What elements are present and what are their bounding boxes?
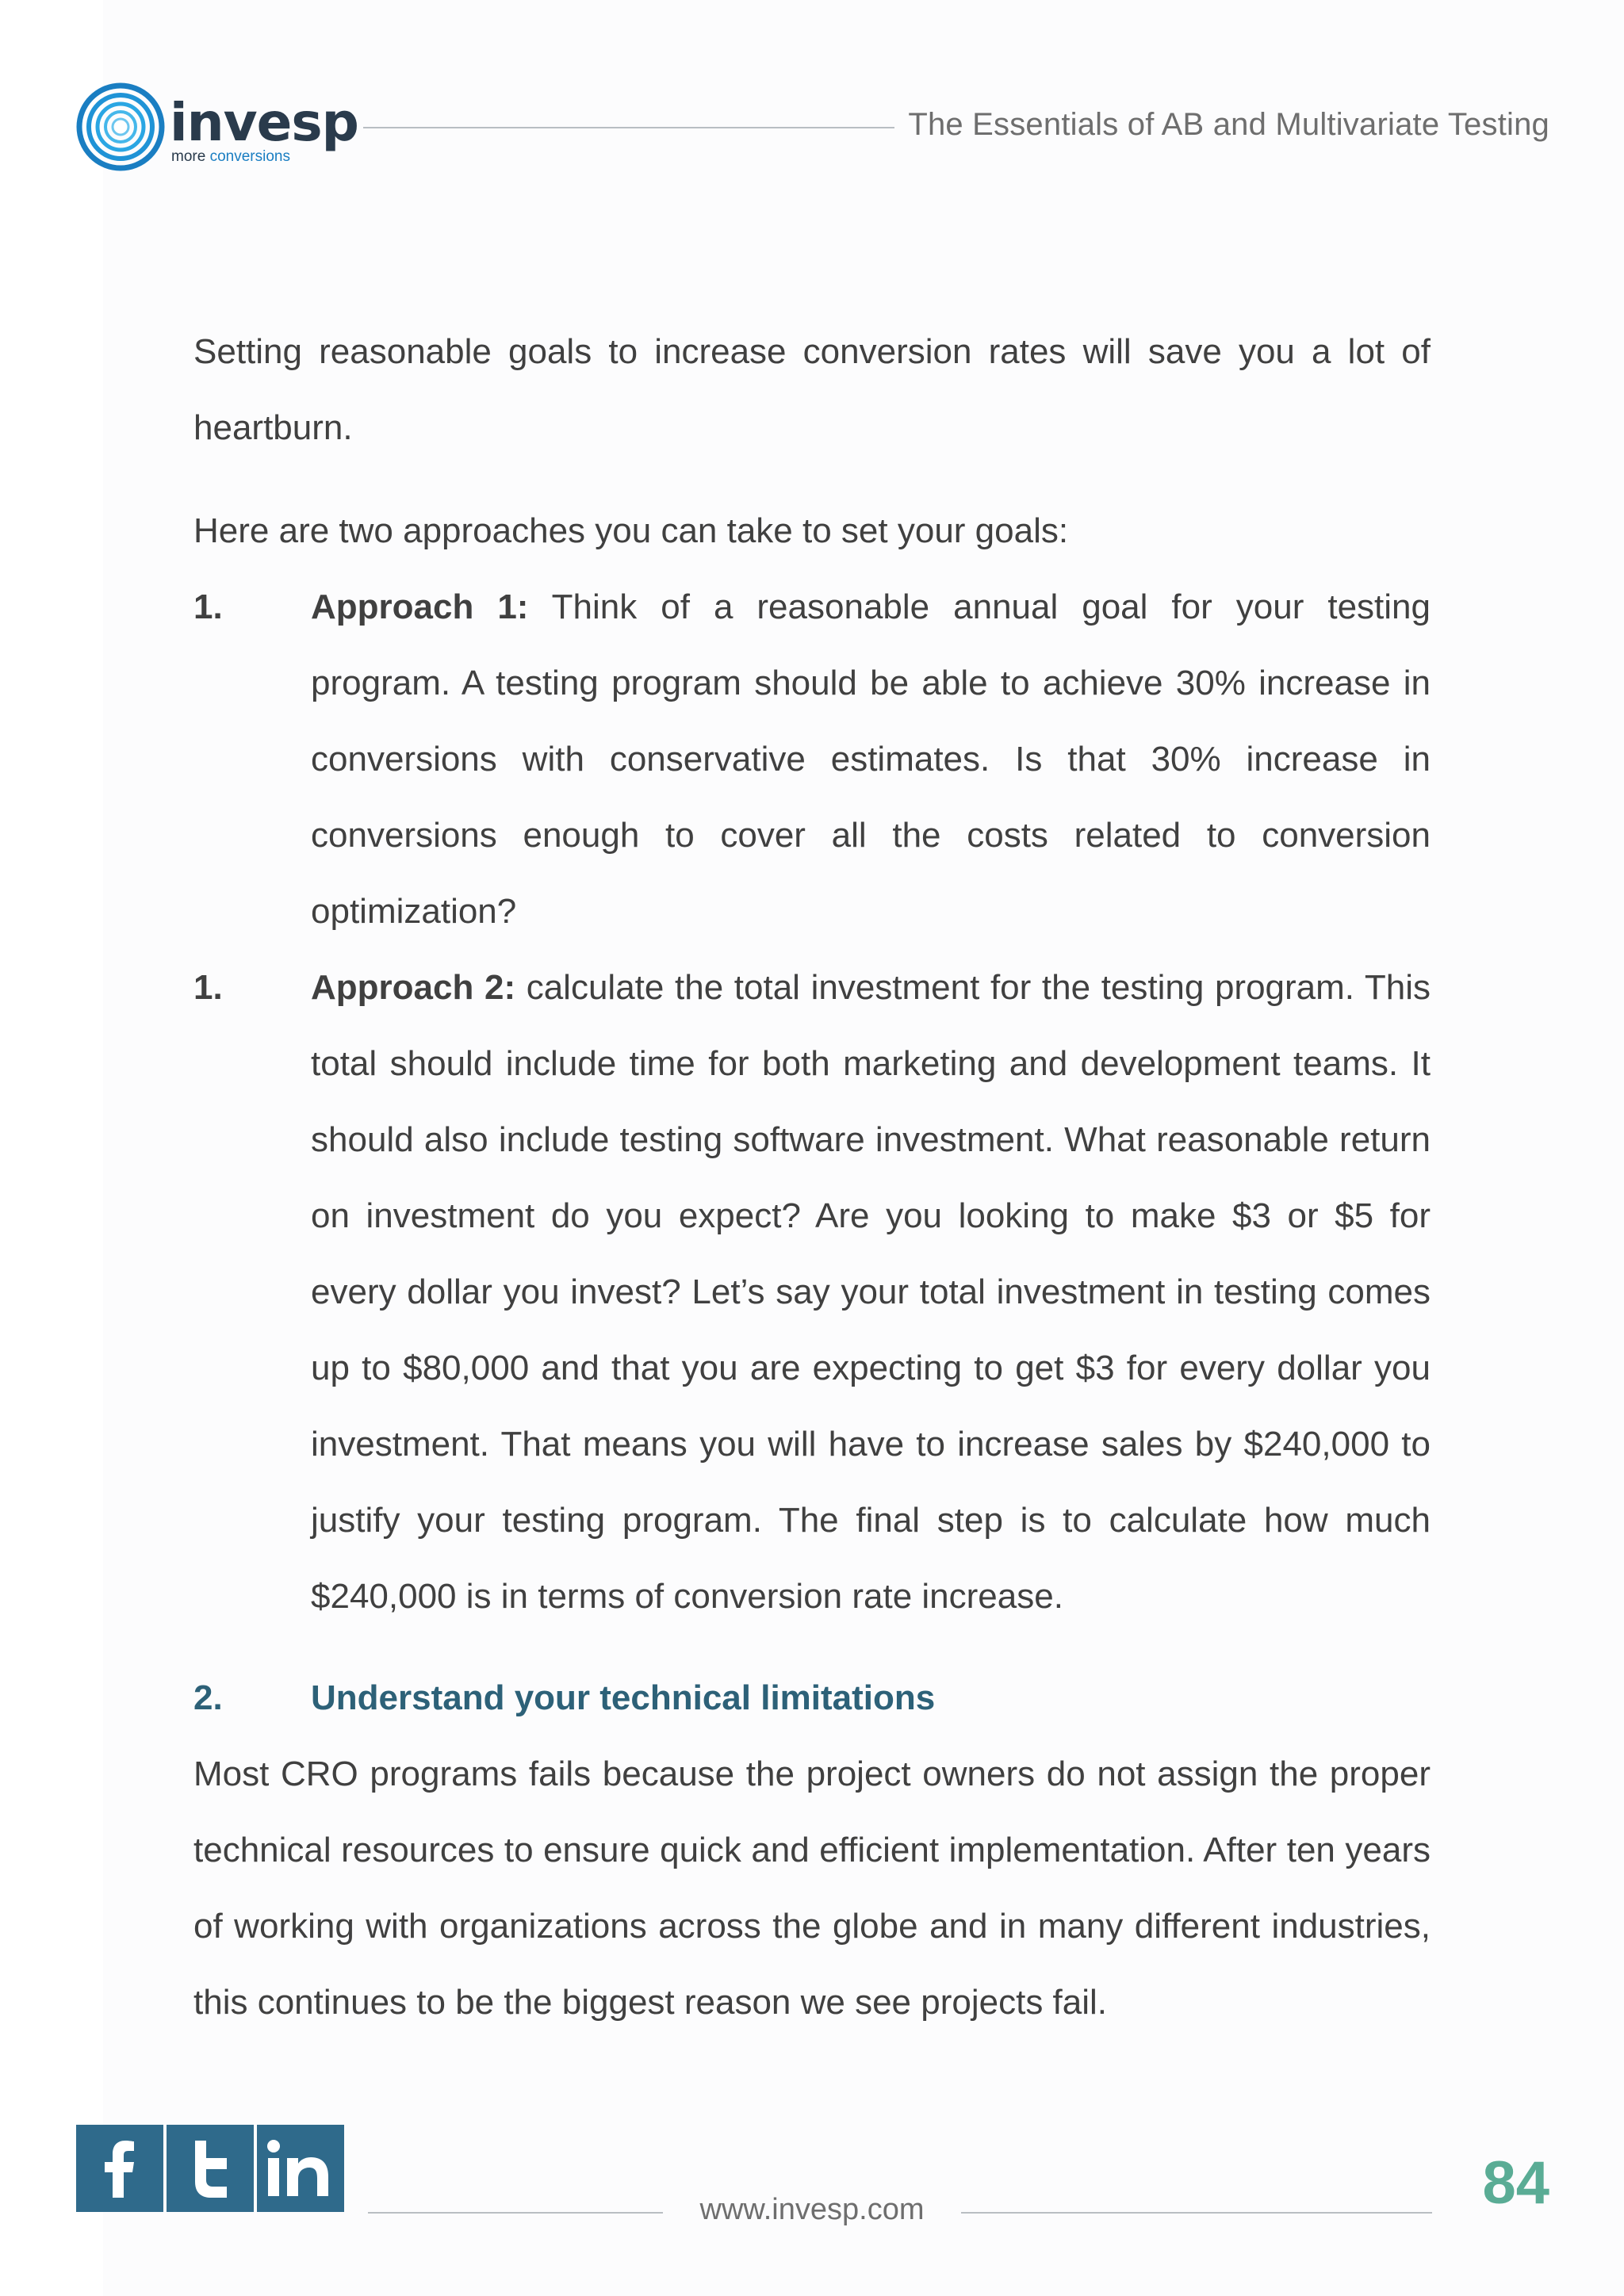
- facebook-button[interactable]: [76, 2125, 163, 2212]
- approach-title: Approach 1:: [311, 587, 529, 626]
- logo-wordmark: invesp: [170, 92, 358, 153]
- linkedin-icon: [257, 2125, 344, 2212]
- approach-item-1: [193, 569, 1431, 950]
- logo-tagline: [171, 149, 290, 164]
- section-heading: [193, 1660, 1431, 1736]
- approach-title: Approach 2:: [311, 968, 516, 1007]
- logo-tag-accent: conversions: [209, 148, 290, 165]
- logo-tag-prefix: more: [171, 148, 210, 165]
- linkedin-button[interactable]: [257, 2125, 344, 2212]
- page-number: 84: [1482, 2149, 1549, 2217]
- document-title: The Essentials of AB and Multivariate Testing: [908, 107, 1549, 142]
- invesp-logo[interactable]: [76, 82, 358, 178]
- section-paragraph: Most CRO programs fails because the project owners do not assign the proper technical resources to ensure quick and efficient implementation. After ten years of working with organizations across the globe and in many different industries, this continues to be the biggest reason we see projects fail.: [193, 1755, 1431, 2022]
- approach-text: Think of a reasonable annual goal for your testing program. A testing program should be able to achieve 30% increase in conversions with conservative estimates. Is that 30% increase in conversions enough to cover all the costs related to conversion optimization?: [311, 587, 1431, 931]
- page-content: [193, 314, 1431, 2041]
- list-number: 1.: [193, 587, 223, 626]
- facebook-icon: [76, 2125, 163, 2212]
- twitter-button[interactable]: [167, 2125, 254, 2212]
- header-divider: [363, 127, 894, 128]
- approach-item-2: [193, 950, 1431, 1635]
- footer-divider-right: [961, 2212, 1432, 2214]
- section-heading-text: Understand your technical limitations: [311, 1678, 936, 1717]
- twitter-icon: [167, 2125, 254, 2212]
- intro-paragraph: Setting reasonable goals to increase conversion rates will save you a lot of heartburn.: [193, 332, 1431, 447]
- section-number: 2.: [193, 1678, 223, 1717]
- logo-swirl-icon: [76, 82, 165, 171]
- page-header: [0, 0, 1624, 190]
- approach-text: calculate the total investment for the testing program. This total should include time for both marketing and development teams. It should also include testing software investment. What reasonable return on investment do you expect? Are you looking to make $3 or $5 for every dollar you invest? Let’s say your total investment in testing comes up to $80,000 and that you are expecting to get $3 for every dollar you investment. That means you will have to increase sales by $240,000 to justify your testing program. The final step is to calculate how much $240,000 is in terms of conversion rate increase.: [311, 968, 1431, 1616]
- footer-divider-left: [368, 2212, 663, 2214]
- list-number: 1.: [193, 968, 223, 1007]
- lead-paragraph: Here are two approaches you can take to set your goals:: [193, 511, 1069, 550]
- footer-website-link[interactable]: www.invesp.com: [699, 2193, 925, 2226]
